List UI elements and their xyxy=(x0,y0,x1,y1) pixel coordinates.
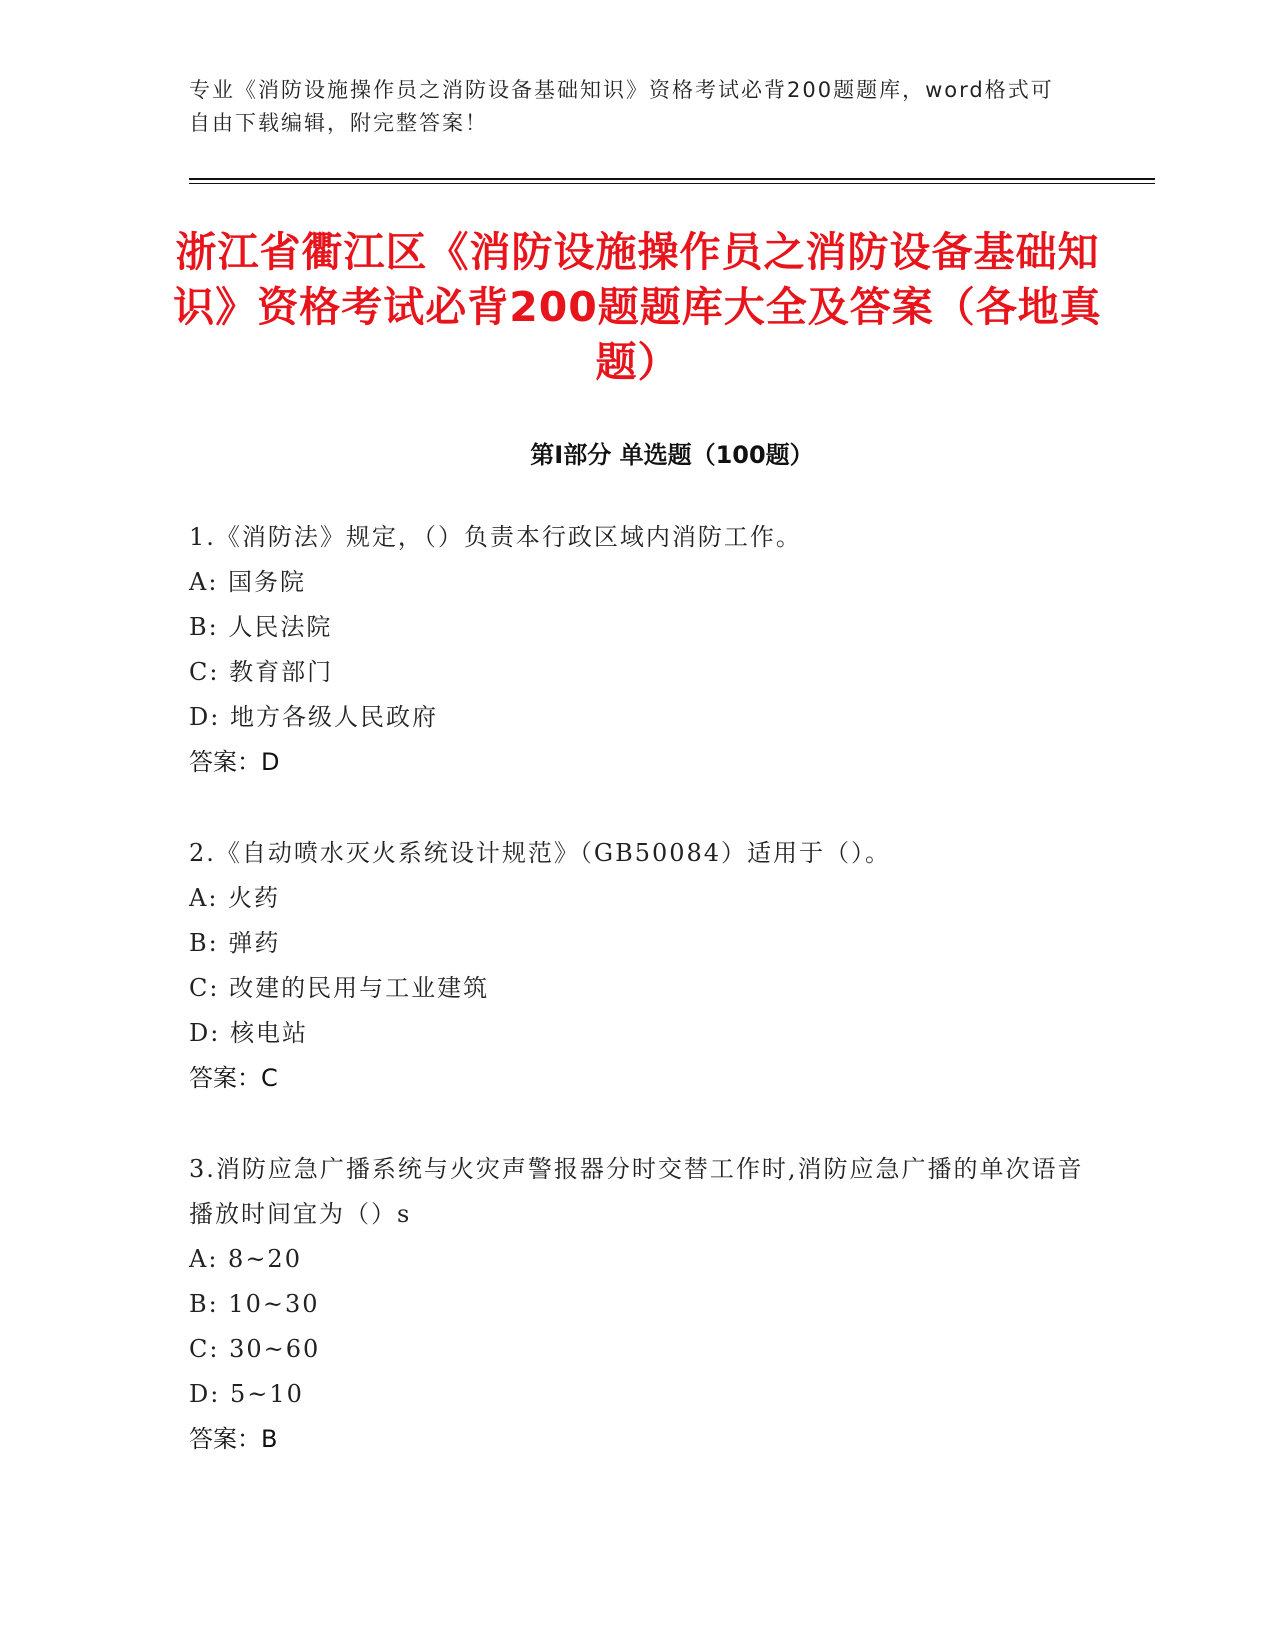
option-a: A: 国务院 xyxy=(189,568,307,596)
option-a: A: 火药 xyxy=(189,884,281,912)
option-b: B: 人民法院 xyxy=(189,613,333,641)
question-1 xyxy=(189,515,1109,785)
option-d: D: 5~10 xyxy=(189,1380,304,1408)
question-2 xyxy=(189,831,1109,1101)
option-a: A: 8~20 xyxy=(189,1245,302,1273)
option-d: D: 地方各级人民政府 xyxy=(189,703,438,731)
header-divider-thin xyxy=(189,183,1155,184)
answer: 答案：B xyxy=(189,1425,278,1453)
option-b: B: 弹药 xyxy=(189,929,281,957)
question-stem: 1.《消防法》规定，（）负责本行政区域内消防工作。 xyxy=(189,523,802,551)
header-divider-thick xyxy=(189,178,1155,180)
header-note: 专业《消防设施操作员之消防设备基础知识》资格考试必背200题题库，word格式可自由下载编辑，附完整答案！ xyxy=(189,78,1054,135)
option-d: D: 核电站 xyxy=(189,1019,308,1047)
option-c: C: 30~60 xyxy=(189,1335,321,1363)
answer: 答案：C xyxy=(189,1064,278,1092)
question-stem: 3.消防应急广播系统与火灾声警报器分时交替工作时,消防应急广播的单次语音播放时间宜为（）s xyxy=(189,1155,1084,1228)
question-3 xyxy=(189,1147,1109,1462)
option-c: C: 教育部门 xyxy=(189,658,334,686)
question-stem: 2.《自动喷水灭火系统设计规范》（GB50084）适用于（）。 xyxy=(189,839,892,867)
answer: 答案：D xyxy=(189,748,280,776)
section-title: 第Ⅰ部分 单选题（100题） xyxy=(530,441,814,469)
option-c: C: 改建的民用与工业建筑 xyxy=(189,974,490,1002)
option-b: B: 10~30 xyxy=(189,1290,320,1318)
document-title: 浙江省衢江区《消防设施操作员之消防设备基础知识》资格考试必背200题题库大全及答案（各地真题） xyxy=(173,228,1102,386)
